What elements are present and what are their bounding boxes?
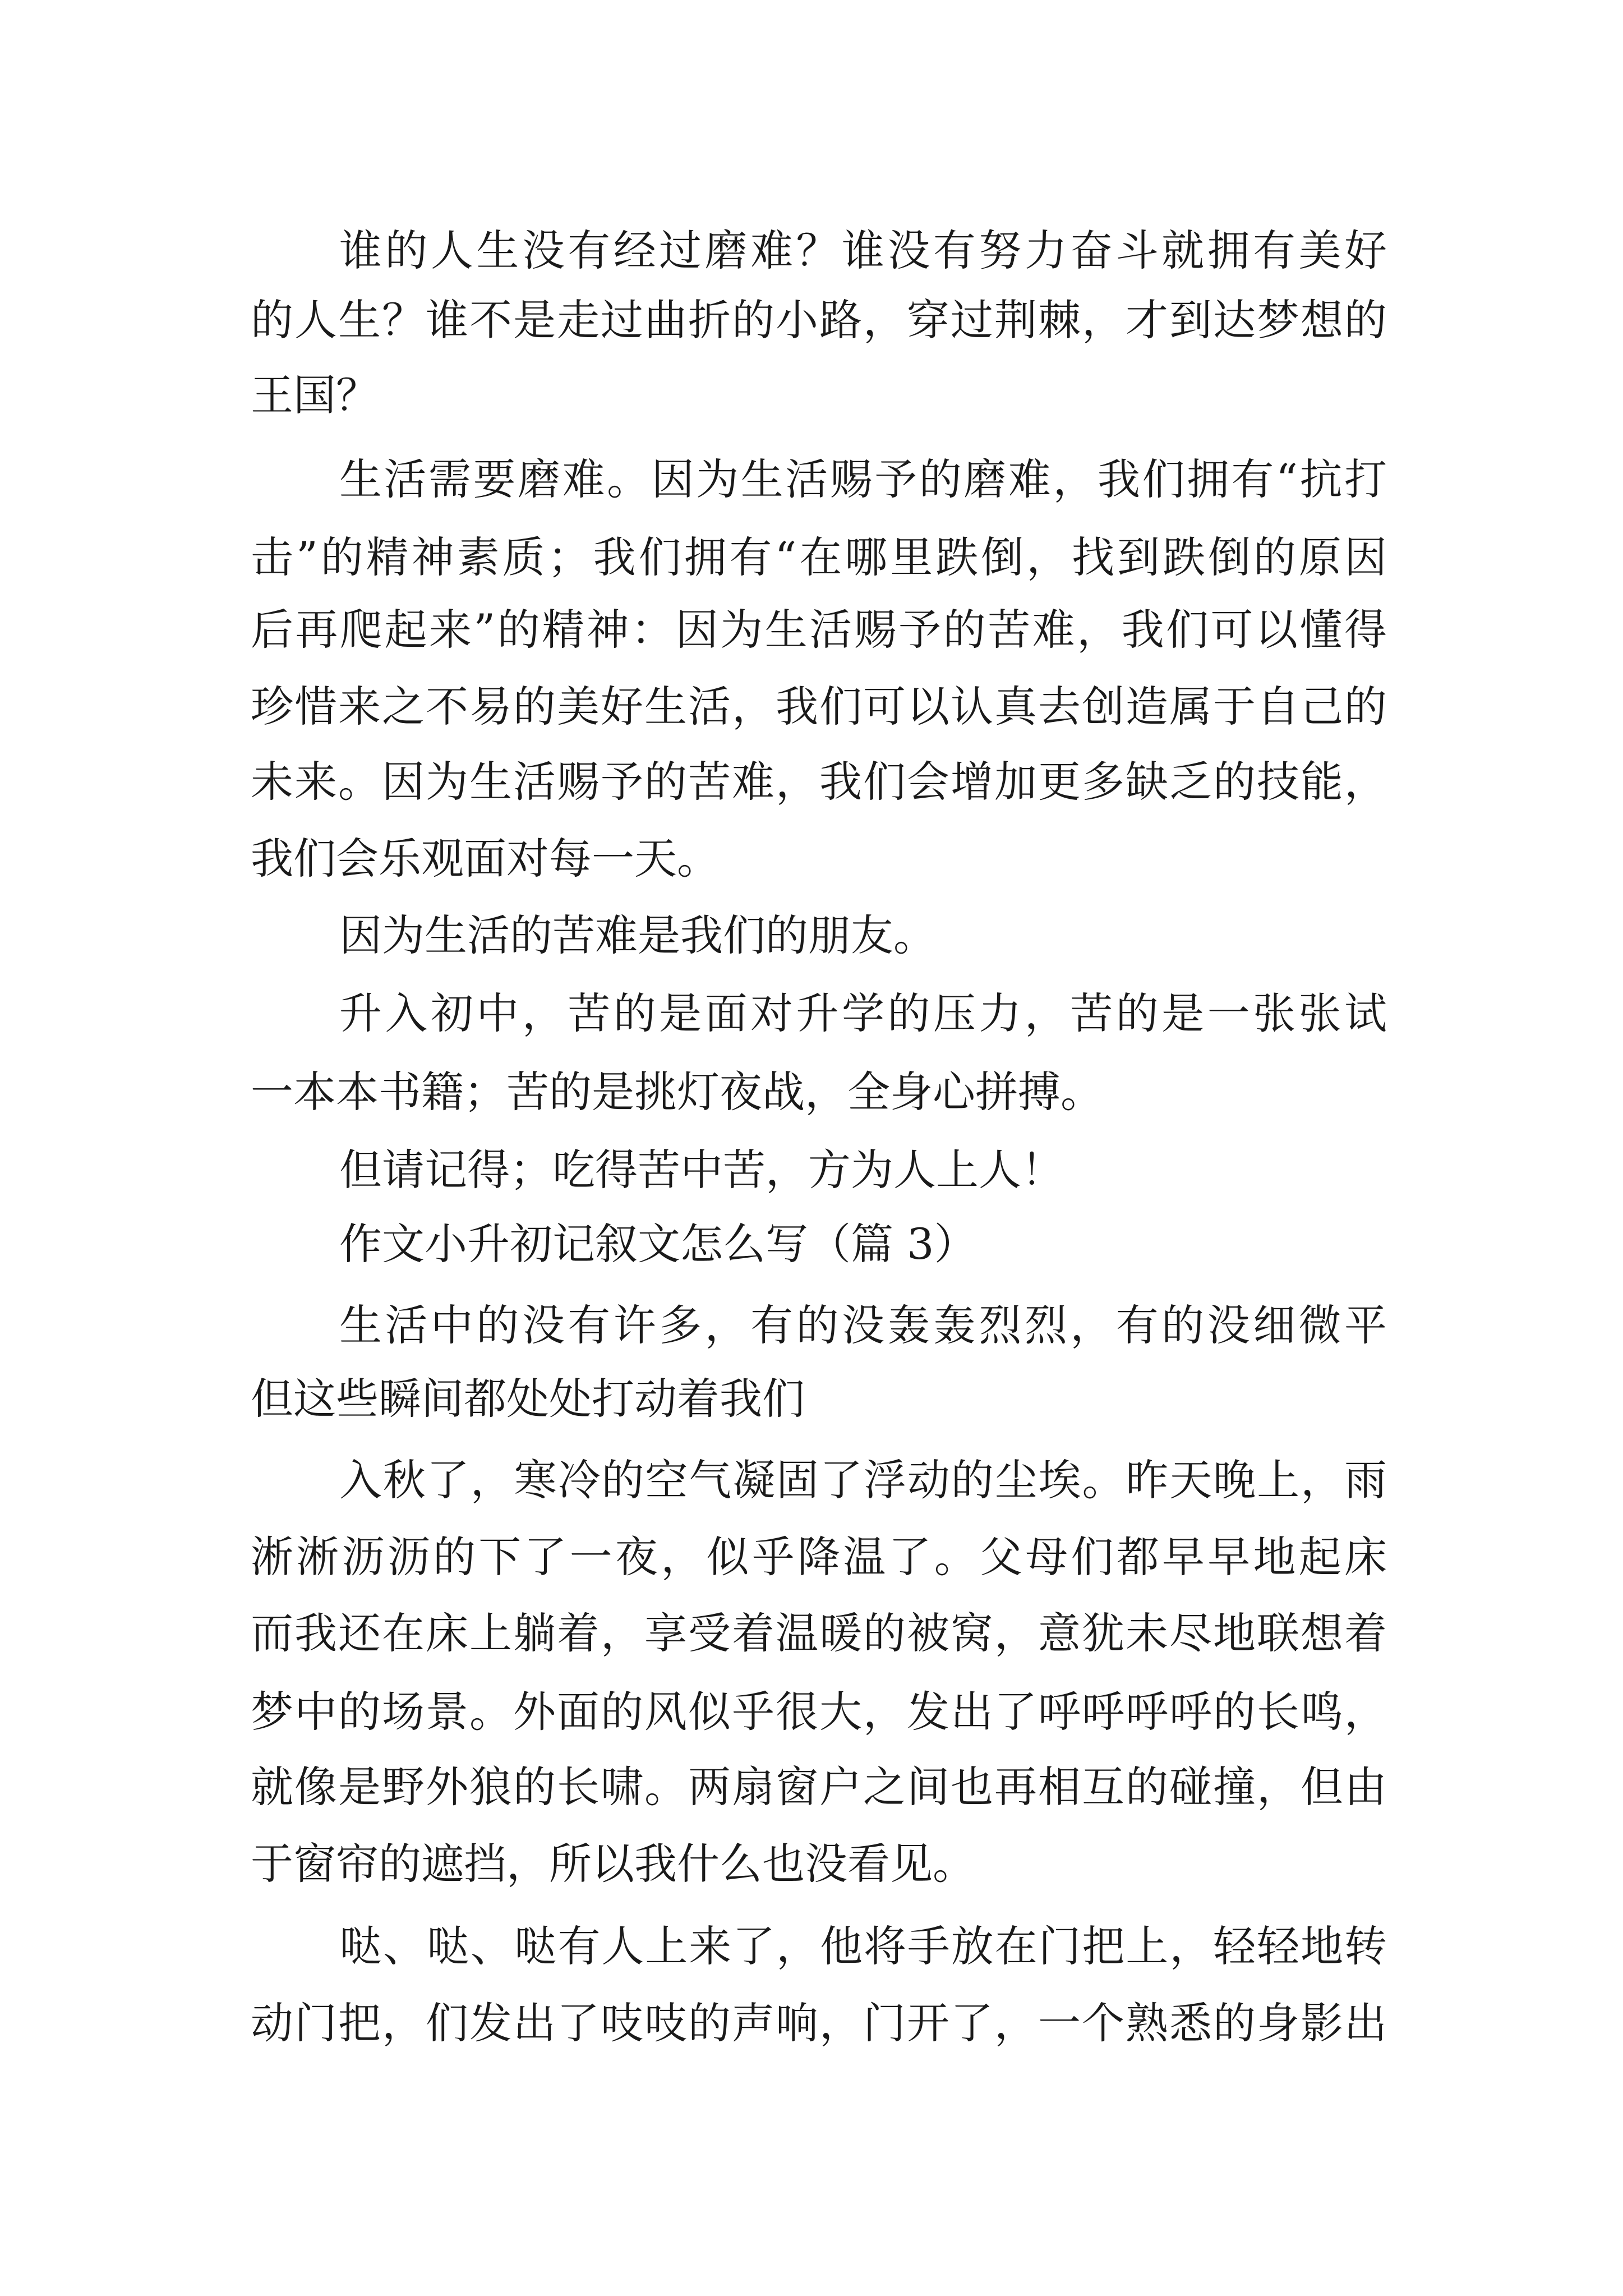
text-line: 梦中的场景。外面的风似乎很大，发出了呼呼呼呼的长鸣， [251,1687,1387,1737]
text-line: 入秋了，寒冷的空气凝固了浮动的尘埃。昨天晚上，雨 [339,1455,1387,1505]
text-line: 就像是野外狼的长啸。两扇窗户之间也再相互的碰撞，但由 [251,1762,1387,1812]
text-line: 升入初中，苦的是面对升学的压力，苦的是一张张试 [339,988,1387,1038]
text-line: 谁的人生没有经过磨难？谁没有努力奋斗就拥有美好 [339,226,1387,275]
text-line: 击”的精神素质；我们拥有“在哪里跌倒，找到跌倒的原因 [251,532,1387,582]
text-line: 的人生？谁不是走过曲折的小路，穿过荆棘，才到达梦想的 [251,295,1387,345]
text-line: 而我还在床上躺着，享受着温暖的被窝，意犹未尽地联想着 [251,1608,1387,1658]
text-line: 未来。因为生活赐予的苦难，我们会增加更多缺乏的技能， [251,757,1387,807]
text-line: 但这些瞬间都处处打动着我们 [251,1374,805,1424]
text-line: 王国？ [251,370,379,420]
text-line: 我们会乐观面对每一天。 [251,834,720,884]
text-line: 动门把，们发出了吱吱的声响，门开了，一个熟悉的身影出 [251,1998,1387,2048]
text-line: 淅淅沥沥的下了一夜，似乎降温了。父母们都早早地起床 [251,1532,1387,1582]
text-line: 生活中的没有许多，有的没轰轰烈烈，有的没细微平 [339,1300,1387,1350]
text-line: 因为生活的苦难是我们的朋友。 [339,910,936,960]
text-line: 珍惜来之不易的美好生活，我们可以认真去创造属于自己的 [251,682,1387,731]
text-line: 但请记得；吃得苦中苦，方为人上人！ [339,1145,1064,1195]
text-line: 后再爬起来”的精神：因为生活赐予的苦难，我们可以懂得 [251,605,1387,655]
section-heading: 作文小升初记叙文怎么写（篇 3） [339,1219,977,1269]
text-line: 一本本书籍；苦的是挑灯夜战，全身心拼搏。 [251,1067,1103,1117]
text-line: 生活需要磨难。因为生活赐予的磨难，我们拥有“抗打 [339,454,1387,504]
text-line: 于窗帘的遮挡，所以我什么也没看见。 [251,1839,975,1889]
text-line: 哒、哒、哒有人上来了，他将手放在门把上，轻轻地转 [339,1921,1387,1971]
